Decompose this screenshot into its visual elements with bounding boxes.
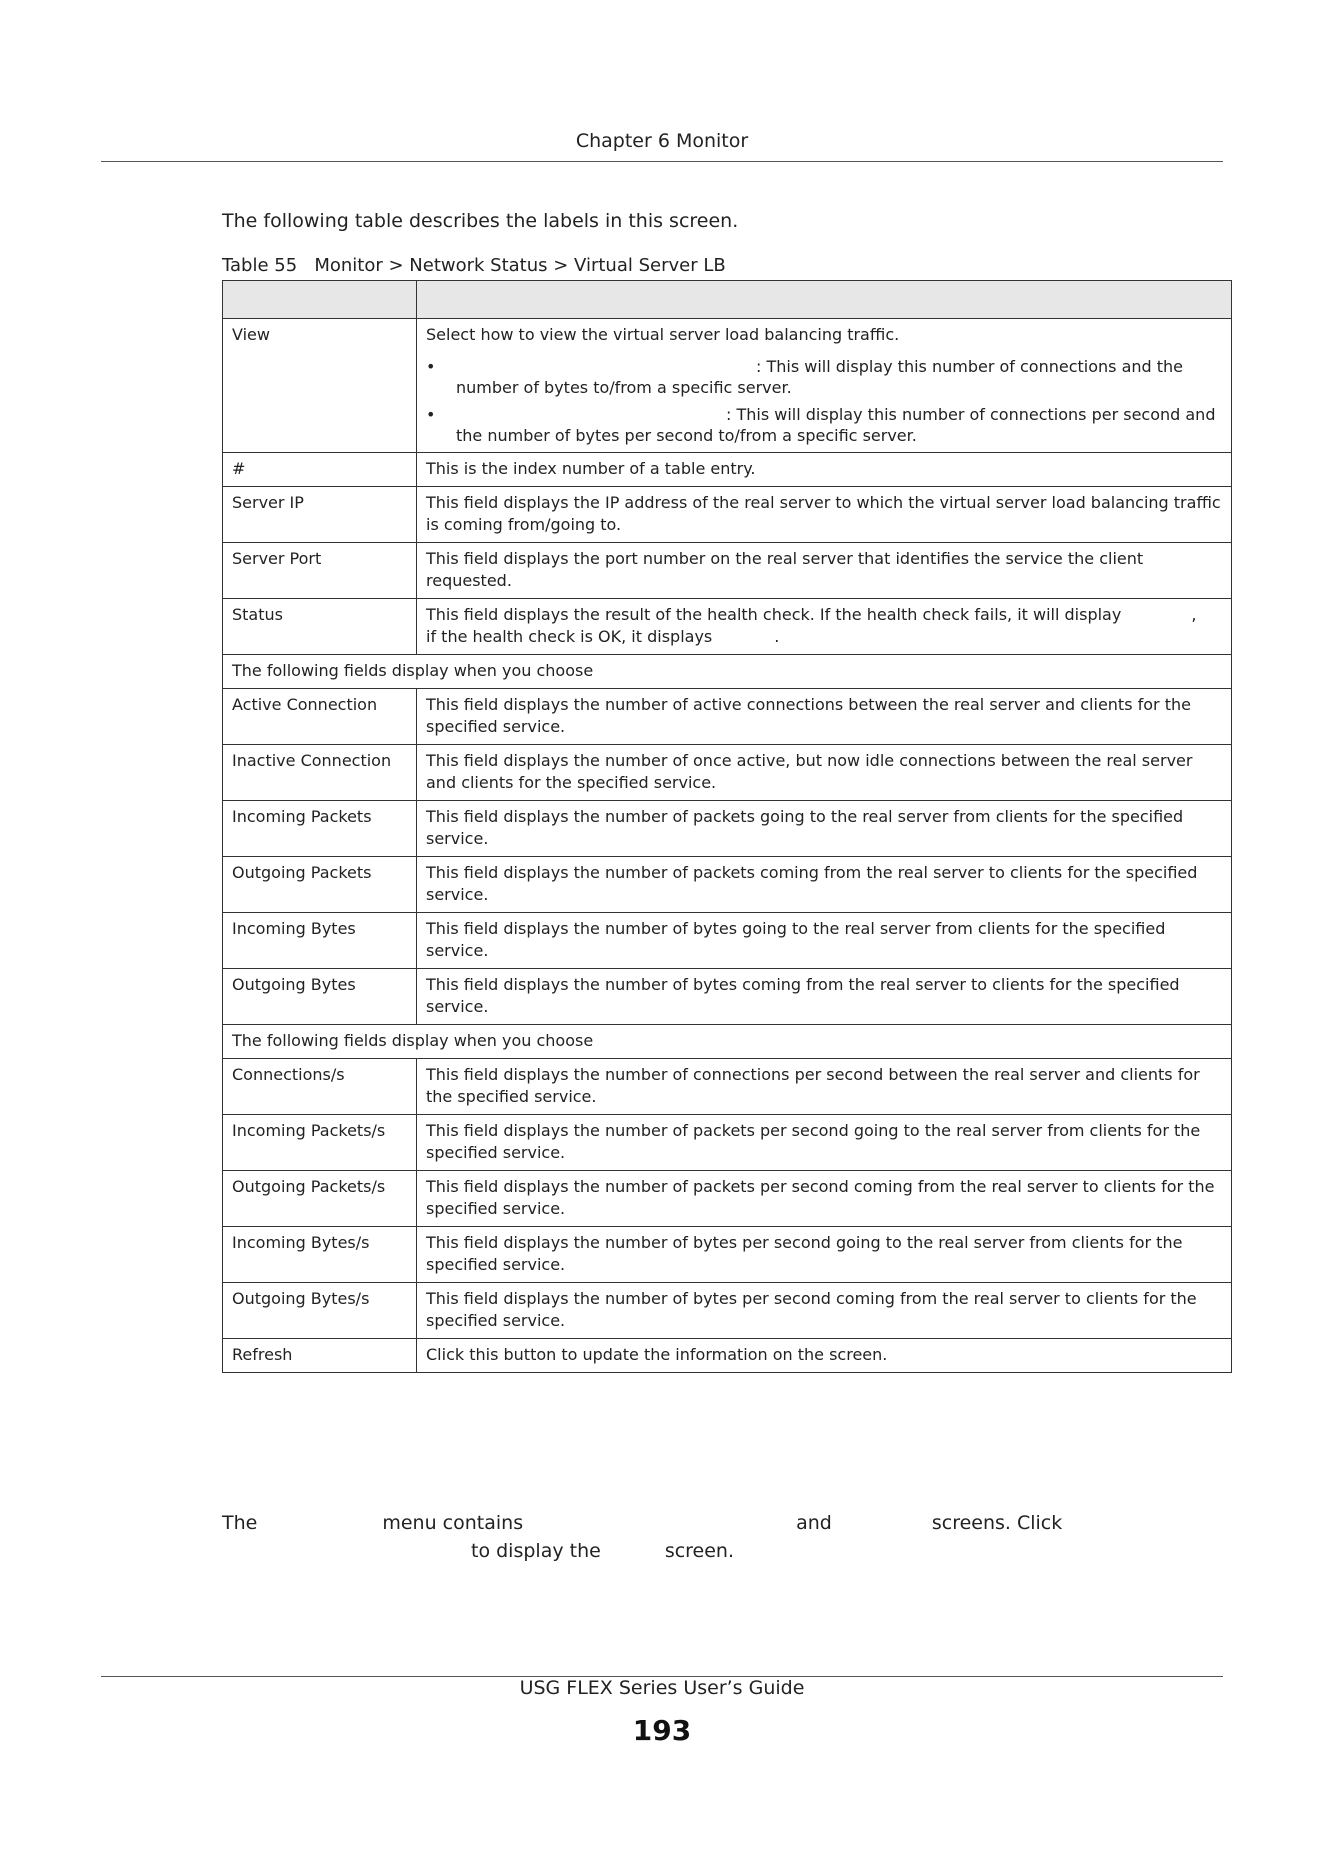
table-row: [223, 745, 1232, 801]
row-description: This field displays the result of the health check. If the health check fails, it will display , if the health check is OK, it displays .: [417, 599, 1232, 655]
guide-title: USG FLEX Series User’s Guide: [519, 1677, 805, 1699]
table-row: [223, 689, 1232, 745]
row-label: Outgoing Bytes: [223, 969, 417, 1025]
row-description: This field displays the number of bytes per second coming from the real server to clients for the specified service.: [417, 1283, 1232, 1339]
row-description: This field displays the port number on the real server that identifies the service the client requested.: [417, 543, 1232, 599]
row-description: This field displays the number of connections per second between the real server and clients for the specified service.: [417, 1059, 1232, 1115]
section-label: The following fields display when you choose: [223, 655, 1232, 689]
row-label: #: [223, 453, 417, 487]
section-row: [223, 655, 1232, 689]
table-row: [223, 1115, 1232, 1171]
row-label: Connections/s: [223, 1059, 417, 1115]
view-option-1: • : This will display this number of connections and the number of bytes to/from a specific server.: [426, 357, 1184, 397]
section-label: The following fields display when you choose: [223, 1025, 1232, 1059]
bullet-dot: •: [426, 405, 436, 424]
view-option-2: • : This will display this number of connections per second and the number of bytes per second to/from a specific server.: [426, 405, 1216, 445]
row-description: This is the index number of a table entry.: [417, 453, 1232, 487]
row-description: [417, 319, 1232, 453]
paragraph-line-2: to display the screen.: [471, 1540, 735, 1562]
header-divider: [101, 161, 1223, 162]
row-label: Server IP: [223, 487, 417, 543]
row-label: Outgoing Bytes/s: [223, 1283, 417, 1339]
table-row: [223, 1339, 1232, 1373]
table-row: [223, 453, 1232, 487]
row-label: Server Port: [223, 543, 417, 599]
row-description: This field displays the number of bytes coming from the real server to clients for the specified service.: [417, 969, 1232, 1025]
row-description: This field displays the number of bytes going to the real server from clients for the specified service.: [417, 913, 1232, 969]
row-description: This field displays the IP address of the real server to which the virtual server load balancing traffic is coming from/going to.: [417, 487, 1232, 543]
row-label: Inactive Connection: [223, 745, 417, 801]
table-row: [223, 543, 1232, 599]
table-row: [223, 1171, 1232, 1227]
row-description: This field displays the number of bytes per second going to the real server from clients for the specified service.: [417, 1227, 1232, 1283]
view-description: Select how to view the virtual server load balancing traffic.: [426, 325, 900, 344]
table-row-view: [223, 319, 1232, 453]
row-description: This field displays the number of packets coming from the real server to clients for the specified service.: [417, 857, 1232, 913]
labels-table: [222, 280, 1232, 1373]
row-description: Click this button to update the information on the screen.: [417, 1339, 1232, 1373]
table-caption: Table 55 Monitor > Network Status > Virtual Server LB: [222, 255, 726, 276]
paragraph-line-1: The menu contains and screens. Click: [222, 1512, 1063, 1534]
row-label: Incoming Bytes/s: [223, 1227, 417, 1283]
row-label: Active Connection: [223, 689, 417, 745]
row-label: Incoming Packets/s: [223, 1115, 417, 1171]
row-description: This field displays the number of once active, but now idle connections between the real server and clients for the specified service.: [417, 745, 1232, 801]
row-description: This field displays the number of active connections between the real server and clients for the specified service.: [417, 689, 1232, 745]
table-header-row: [223, 281, 1232, 319]
table-row: [223, 801, 1232, 857]
intro-text: The following table describes the labels in this screen.: [222, 210, 739, 232]
header-cell-description: [417, 281, 1232, 319]
table-row: [223, 1227, 1232, 1283]
row-label: Incoming Bytes: [223, 913, 417, 969]
bullet-dot: •: [426, 357, 436, 376]
row-label: Outgoing Packets: [223, 857, 417, 913]
row-description: This field displays the number of packets per second coming from the real server to clients for the specified service.: [417, 1171, 1232, 1227]
row-description: This field displays the number of packets per second going to the real server from clients for the specified service.: [417, 1115, 1232, 1171]
table-row: [223, 1283, 1232, 1339]
row-description: This field displays the number of packets going to the real server from clients for the specified service.: [417, 801, 1232, 857]
header-cell-label: [223, 281, 417, 319]
table-row: [223, 487, 1232, 543]
row-label: Outgoing Packets/s: [223, 1171, 417, 1227]
row-label: View: [223, 319, 417, 453]
table-row: [223, 857, 1232, 913]
table-row: [223, 1059, 1232, 1115]
row-label: Status: [223, 599, 417, 655]
table-row-status: [223, 599, 1232, 655]
table-row: [223, 969, 1232, 1025]
row-label: Refresh: [223, 1339, 417, 1373]
chapter-header: Chapter 6 Monitor: [575, 130, 749, 152]
page-number: 193: [632, 1714, 692, 1747]
section-row: [223, 1025, 1232, 1059]
table-row: [223, 913, 1232, 969]
row-label: Incoming Packets: [223, 801, 417, 857]
